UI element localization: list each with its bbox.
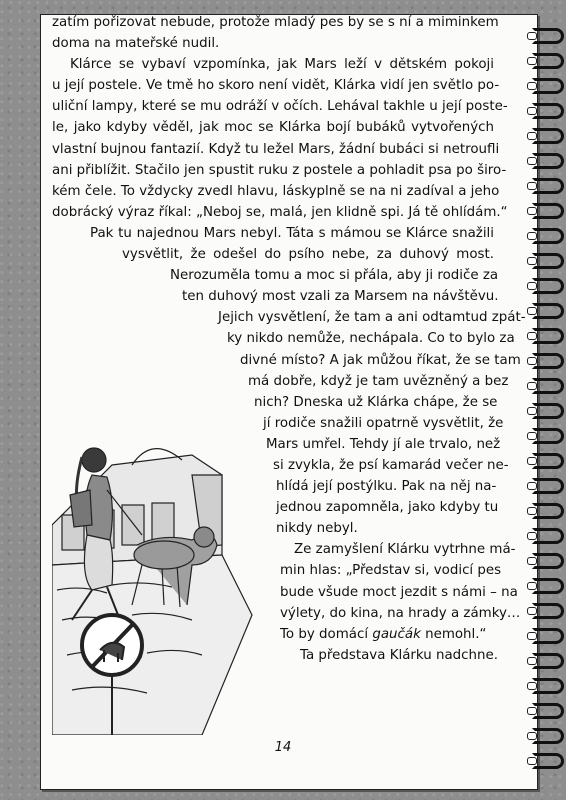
- text-line: doma na mateřské nudil.: [52, 36, 220, 52]
- spiral-ring: [532, 628, 564, 644]
- spiral-ring: [532, 653, 564, 669]
- text-line: má dobře, když je tam uvězněný a bez: [248, 373, 509, 389]
- text-line: uliční lampy, které se mu odráží v očích. Lehával takhle u její poste-: [52, 99, 508, 115]
- page-number: 14: [274, 740, 292, 755]
- spiral-ring: [532, 703, 564, 719]
- spiral-ring: [532, 53, 564, 69]
- spiral-ring: [532, 303, 564, 319]
- spiral-ring: [532, 403, 564, 419]
- text-line: kém čele. To vždycky zvedl hlavu, láskyplně se na ni zadíval a jeho: [52, 183, 500, 199]
- spiral-ring: [532, 253, 564, 269]
- text-line: Pak tu najednou Mars nebyl. Táta s mámou se Klárce snažili: [90, 225, 494, 241]
- spiral-ring: [532, 678, 564, 694]
- text-line: jednou zapomněla, jako kdyby tu: [276, 500, 499, 516]
- text-line: hlídá její postýlku. Pak na něj na-: [276, 479, 497, 495]
- spiral-ring: [532, 428, 564, 444]
- spiral-ring: [532, 153, 564, 169]
- text-line: nikdy nebyl.: [276, 521, 358, 537]
- spiral-ring: [532, 528, 564, 544]
- text-line: nich? Dneska už Klárka chápe, že se: [254, 394, 498, 410]
- spiral-ring: [532, 328, 564, 344]
- text-line: Klárce se vybaví vzpomínka, jak Mars leží v dětském pokoji: [70, 57, 494, 73]
- spiral-binding: [532, 28, 562, 778]
- text-line: dobrácký výraz říkal: „Neboj se, malá, jen klidně spi. Já tě ohlídám.“: [52, 204, 508, 220]
- spiral-ring: [532, 578, 564, 594]
- text-line: jí rodiče snažili opatrně vysvětlit, že: [263, 415, 504, 431]
- text-line: Nerozuměla tomu a moc si přála, aby ji rodiče za: [170, 268, 499, 284]
- spiral-ring: [532, 553, 564, 569]
- spiral-ring: [532, 453, 564, 469]
- spiral-ring: [532, 603, 564, 619]
- text-line: u její postele. Ve tmě ho skoro není vidět, Klárka vidí jen světlo po-: [52, 78, 500, 94]
- text-line: min hlas: „Představ si, vodicí pes: [280, 563, 502, 579]
- text-line: výlety, do kina, na hrady a zámky…: [280, 605, 521, 621]
- spiral-ring: [532, 28, 564, 44]
- text-line: si zvykla, že psí kamarád večer ne-: [273, 457, 509, 473]
- text-line: Ze zamyšlení Klárku vytrhne má-: [294, 542, 516, 558]
- spiral-ring: [532, 103, 564, 119]
- text-line: bude všude moct jezdit s námi – na: [280, 584, 518, 600]
- illustration-girl-walking-dog: [52, 415, 277, 735]
- spiral-ring: [532, 478, 564, 494]
- text-line: vlastní bujnou fantazií. Když tu ležel Mars, žádní bubáci si netroufli: [52, 141, 500, 157]
- text-line: ani přiblížit. Stačilo jen spustit ruku z postele a pohladit psa po širo-: [52, 162, 507, 178]
- text-line: Mars umřel. Tehdy jí ale trvalo, než: [266, 436, 501, 452]
- spiral-ring: [532, 278, 564, 294]
- spiral-ring: [532, 378, 564, 394]
- text-line: Ta představa Klárku nadchne.: [300, 647, 499, 663]
- text-line: vysvětlit, že odešel do psího nebe, za duhový most.: [122, 247, 494, 263]
- text-line: divné místo? A jak můžou říkat, že se tam: [240, 352, 521, 368]
- spiral-ring: [532, 503, 564, 519]
- text-line: To by domácí gaučák nemohl.“: [280, 626, 487, 642]
- spiral-ring: [532, 128, 564, 144]
- text-line: le, jako kdyby věděl, jak moc se Klárka bojí bubáků vytvořených: [52, 120, 494, 136]
- spiral-ring: [532, 353, 564, 369]
- spiral-ring: [532, 753, 564, 769]
- text-line: ky nikdo nemůže, nechápala. Co to bylo za: [227, 331, 515, 347]
- text-line: zatím pořizovat nebude, protože mladý pes by se s ní a miminkem: [52, 15, 499, 30]
- spiral-ring: [532, 228, 564, 244]
- text-line: Jejich vysvětlení, že tam a ani odtamtud zpát-: [218, 310, 526, 326]
- text-line: ten duhový most vzali za Marsem na návštěvu.: [182, 289, 499, 305]
- spiral-ring: [532, 203, 564, 219]
- spiral-ring: [532, 78, 564, 94]
- spiral-ring: [532, 178, 564, 194]
